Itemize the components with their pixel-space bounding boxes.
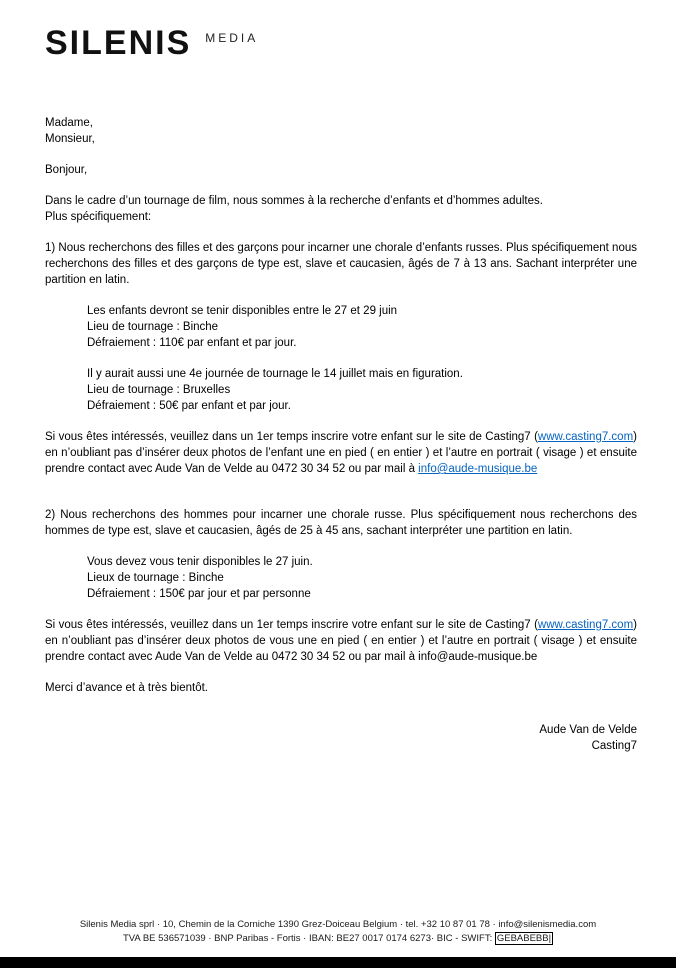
casting7-link[interactable]: www.casting7.com (537, 619, 634, 631)
logo-subtitle: MEDIA (205, 31, 259, 45)
intro-paragraph (45, 193, 637, 225)
footer-line2 (0, 932, 676, 946)
signature-block (45, 722, 637, 754)
email-link[interactable]: info@aude-musique.be (418, 463, 538, 475)
contact-text: ) en n’oubliant pas d’insérer deux photos de l’enfant une en pied ( en entier ) et l’autre en portrait ( visage ) et ensuite prendre contact avec Aude Van de Velde au 0472 30 34 52 ou par mail à (45, 431, 637, 475)
page-bottom-bar (0, 957, 676, 968)
detail-line: Lieu de tournage : Bruxelles (87, 384, 231, 396)
section1-details-a (87, 303, 637, 351)
detail-line: Lieu de tournage : Binche (87, 321, 219, 333)
greeting: Bonjour, (45, 164, 88, 176)
detail-line: Défraiement : 150€ par jour et par personne (87, 588, 311, 600)
page-footer (0, 918, 676, 946)
contact-text: Si vous êtes intéressés, veuillez dans un 1er temps inscrire votre enfant sur le site de Casting7 ( (45, 619, 538, 631)
detail-line: Défraiement : 50€ par enfant et par jour. (87, 400, 291, 412)
footer-line1: Silenis Media sprl · 10, Chemin de la Corniche 1390 Grez-Doiceau Belgium · tel. +32 10 87 01 78 · info@silenismedia.com (79, 919, 597, 930)
detail-line: Les enfants devront se tenir disponibles entre le 27 et 29 juin (87, 305, 398, 317)
signature-name: Aude Van de Velde (539, 724, 637, 736)
footer-line2-text: TVA BE 536571039 · BNP Paribas - Fortis · IBAN: BE27 0017 0174 6273· BIC - SWIFT: (122, 933, 495, 944)
detail-line: Vous devez vous tenir disponibles le 27 juin. (87, 556, 313, 568)
salutation-line: Madame, (45, 117, 93, 129)
section2-contact-paragraph (45, 617, 637, 665)
section2-details (87, 554, 637, 602)
detail-line: Défraiement : 110€ par enfant et par jour. (87, 337, 297, 349)
logo-title: SILENIS (45, 24, 192, 62)
section1-contact-paragraph (45, 429, 637, 477)
logo (45, 26, 637, 60)
swift-code-selected: GEBABEBB| (496, 933, 552, 944)
section1-details-b (87, 366, 637, 414)
salutation (45, 115, 637, 147)
section2-heading: 2) Nous recherchons des hommes pour incarner une chorale russe. Plus spécifiquement nous recherchons des hommes de type est, slave et caucasien, âgés de 25 à 45 ans, sachant interpréter une partition en latin. (45, 509, 637, 537)
contact-text: ) en n’oubliant pas d’insérer deux photos de vous une en pied ( en entier ) et l’autre en portrait ( visage ) et ensuite prendre contact avec Aude Van de Velde au 0472 30 34 52 ou par mail à info@aude-musique.be (45, 619, 637, 663)
intro-line: Dans le cadre d’un tournage de film, nous sommes à la recherche d’enfants et d’hommes adultes. (45, 195, 543, 207)
detail-line: Il y aurait aussi une 4e journée de tournage le 14 juillet mais en figuration. (87, 368, 463, 380)
salutation-line: Monsieur, (45, 133, 95, 145)
section1-heading: 1) Nous recherchons des filles et des garçons pour incarner une chorale d’enfants russes. Plus spécifiquement nous recherchons des filles et des garçons de type est, slave et caucasien, âgés de 7 à 13 ans. Sachant interpréter une partition en latin. (45, 242, 637, 286)
contact-text: Si vous êtes intéressés, veuillez dans un 1er temps inscrire votre enfant sur le site de Casting7 ( (45, 431, 538, 443)
intro-line: Plus spécifiquement: (45, 211, 152, 223)
signature-role: Casting7 (591, 740, 637, 752)
casting7-link[interactable]: www.casting7.com (537, 431, 634, 443)
letter-body (45, 115, 637, 754)
detail-line: Lieux de tournage : Binche (87, 572, 224, 584)
closing-line: Merci d’avance et à très bientôt. (45, 682, 208, 694)
